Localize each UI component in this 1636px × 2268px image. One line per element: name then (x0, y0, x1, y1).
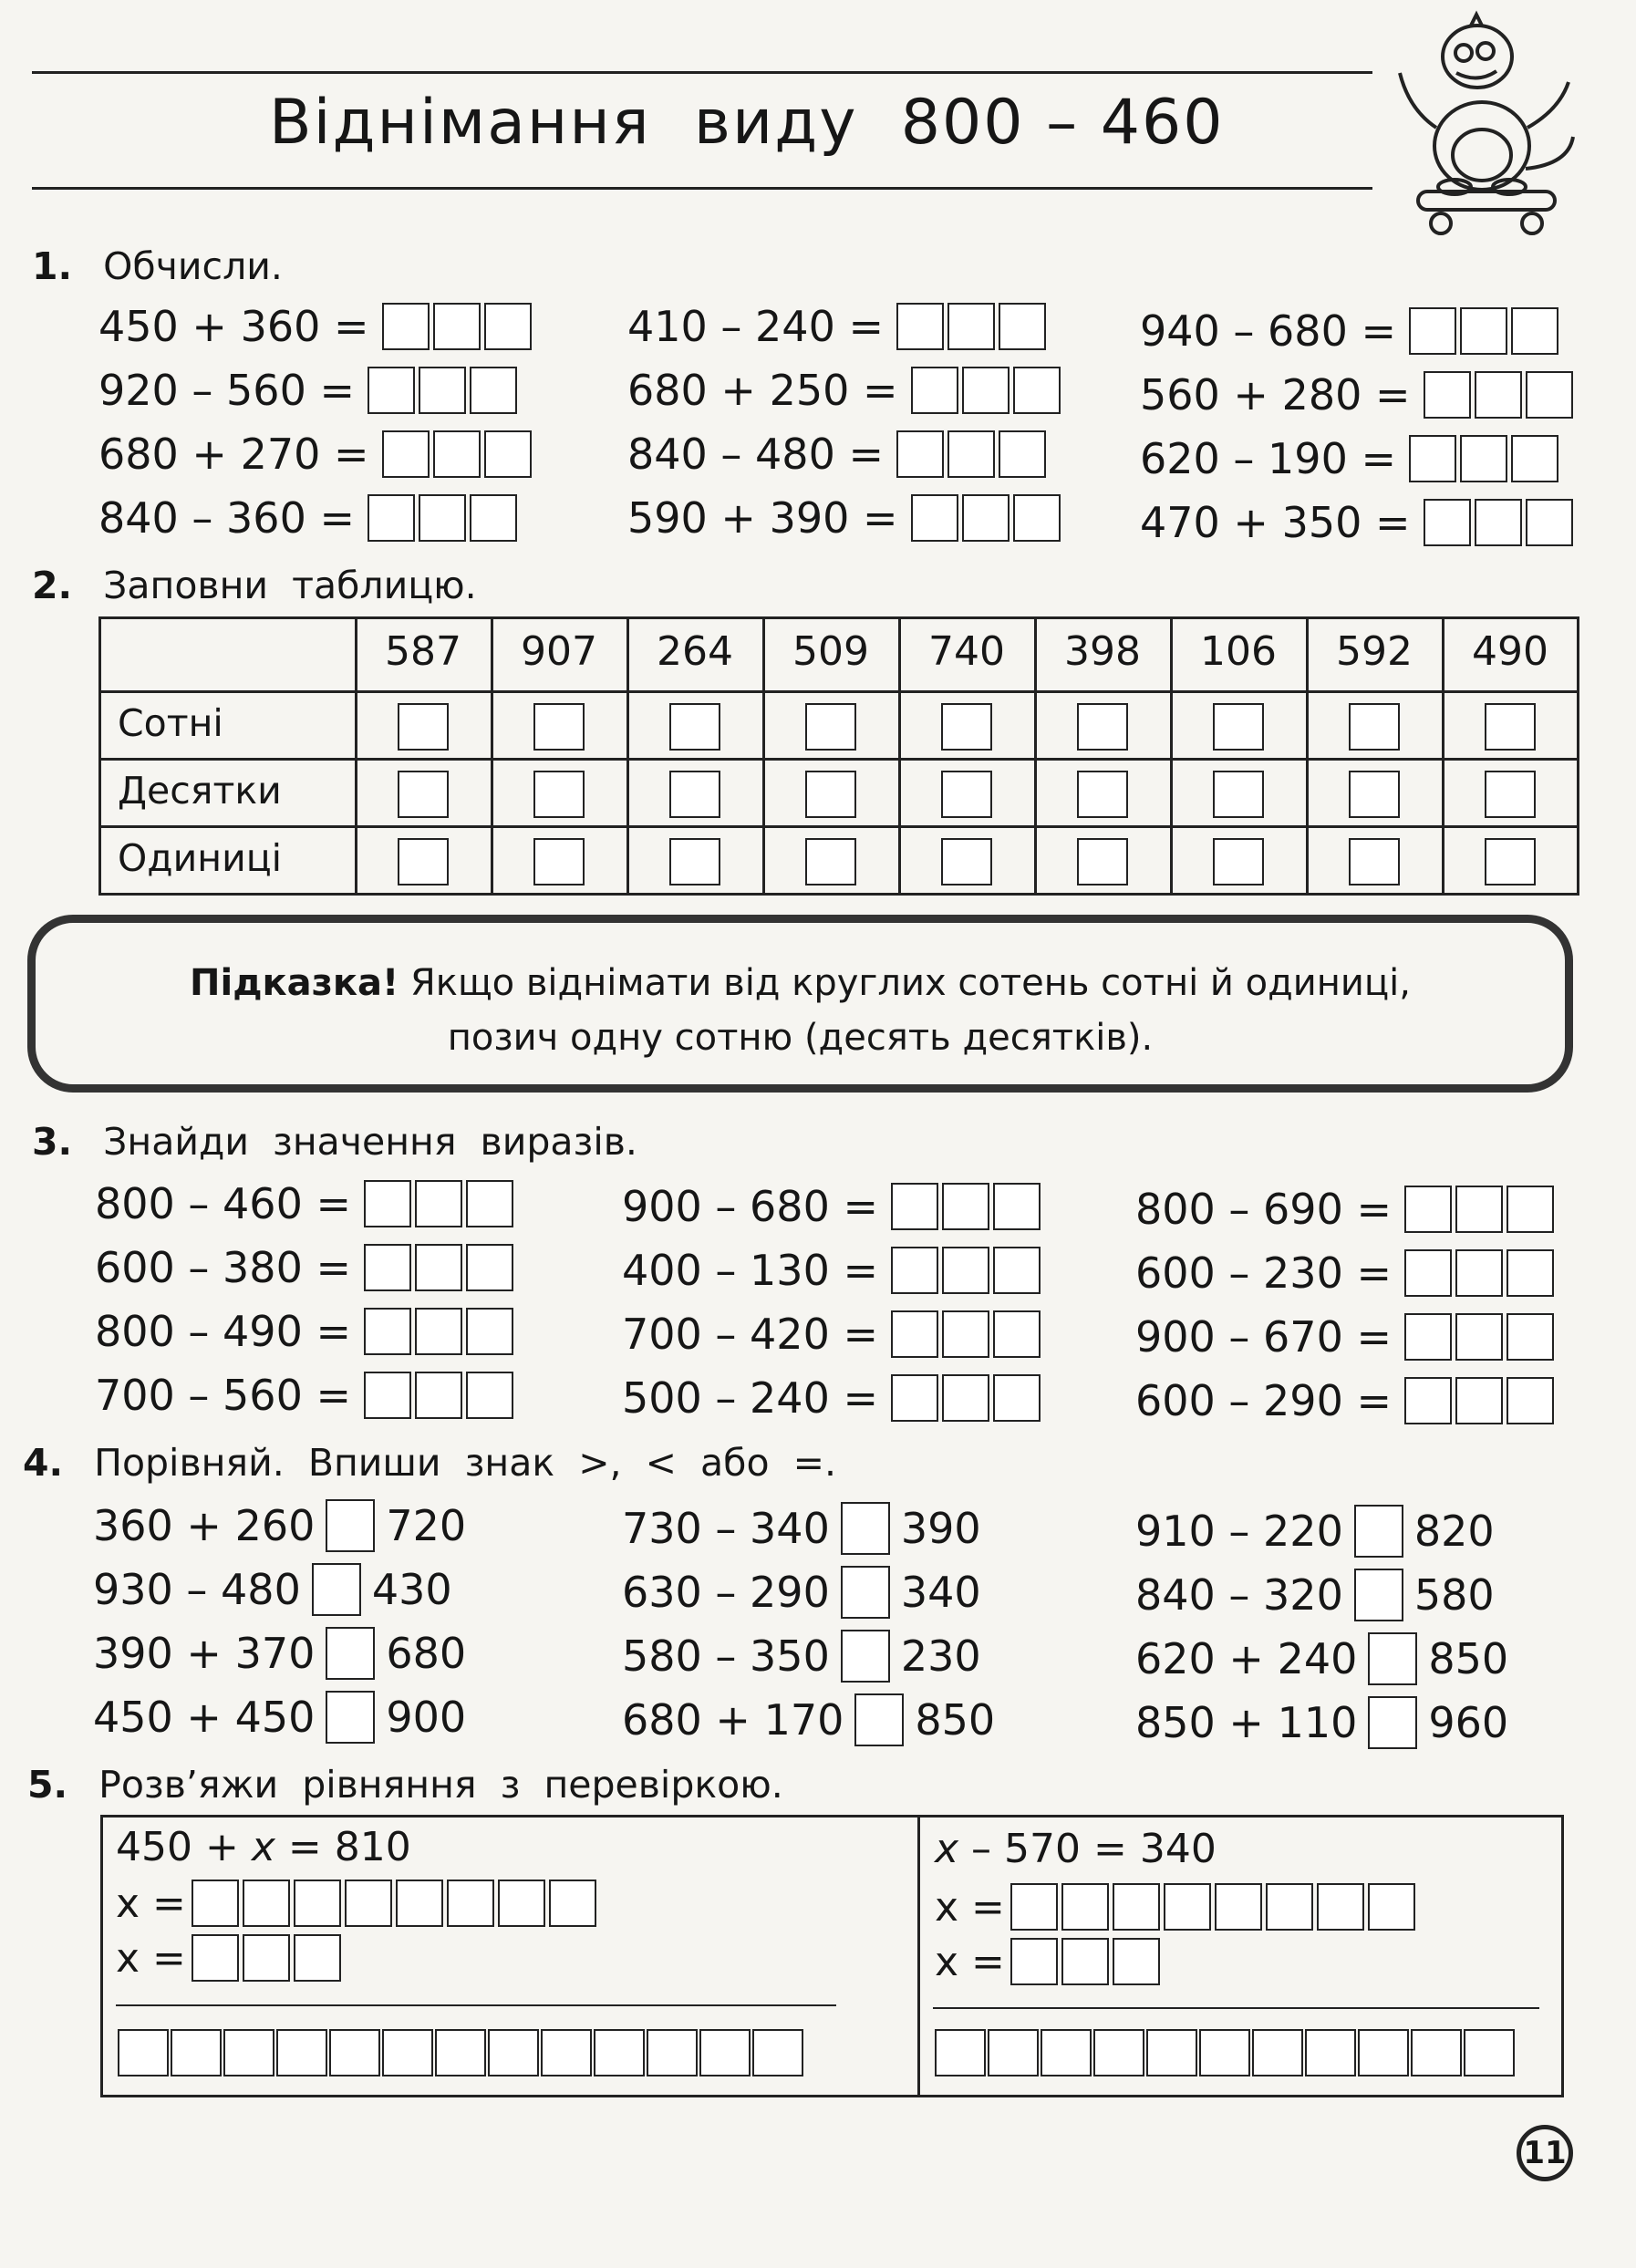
table-answer-cell[interactable] (1077, 771, 1128, 818)
answer-cell[interactable] (470, 367, 517, 414)
compare-item: 390 + 370 680 (93, 1629, 467, 1678)
answer-cell[interactable] (1507, 1313, 1554, 1361)
table-answer-cell[interactable] (669, 703, 720, 751)
answer-cell[interactable] (947, 303, 995, 350)
answer-cell[interactable] (1507, 1249, 1554, 1297)
task3-heading: 3. Знайди значення виразів. (32, 1120, 637, 1164)
answer-cell[interactable] (1424, 371, 1471, 419)
compare-item: 620 + 240 850 (1135, 1634, 1509, 1683)
table-answer-cell[interactable] (941, 838, 992, 885)
header-rule-top (32, 71, 1372, 74)
check-cell[interactable] (752, 2029, 803, 2076)
answer-cell[interactable] (192, 1880, 239, 1927)
table-answer-cell[interactable] (1213, 838, 1264, 885)
answer-cell[interactable] (382, 430, 430, 478)
table-answer-cell[interactable] (1485, 703, 1536, 751)
table-row-label-units: Одиниці (118, 836, 283, 880)
hint-line-2: позич одну сотню (десять десятків). (447, 1017, 1154, 1059)
task1-expr: 450 + 360 = (98, 301, 532, 352)
sign-box[interactable] (1368, 1632, 1417, 1685)
table-header-number: 740 (928, 628, 1005, 675)
task1-expr: 680 + 250 = (627, 365, 1061, 416)
task3-expr: 900 – 670 = (1135, 1311, 1554, 1362)
table-answer-cell[interactable] (1349, 771, 1400, 818)
answer-cell[interactable] (415, 1308, 462, 1355)
table-answer-cell[interactable] (805, 703, 856, 751)
table-answer-cell[interactable] (398, 703, 449, 751)
table-answer-cell[interactable] (533, 771, 585, 818)
task1-expr: 840 – 360 = (98, 492, 517, 544)
table-header-number: 106 (1200, 628, 1277, 675)
task1-expr: 920 – 560 = (98, 365, 517, 416)
table-answer-cell[interactable] (398, 838, 449, 885)
answer-cell[interactable] (962, 367, 1010, 414)
answer-cell[interactable] (484, 430, 532, 478)
table-answer-cell[interactable] (1213, 771, 1264, 818)
task1-expr: 840 – 480 = (627, 429, 1046, 480)
answer-cell[interactable] (415, 1244, 462, 1291)
task2-heading: 2. Заповни таблицю. (32, 564, 477, 607)
answer-cell[interactable] (1511, 307, 1558, 355)
answer-cell[interactable] (993, 1374, 1041, 1422)
answer-cell[interactable] (1409, 435, 1456, 482)
eq2-step-2: x = (935, 1936, 1160, 1987)
compare-item: 850 + 110 960 (1135, 1698, 1509, 1747)
task1-expr: 470 + 350 = (1140, 497, 1573, 548)
task1-expr: 680 + 270 = (98, 429, 532, 480)
answer-cell[interactable] (1475, 499, 1522, 546)
page-title: Віднімання виду 800 – 460 (269, 87, 1225, 159)
answer-cell[interactable] (1113, 1883, 1160, 1931)
task1-expr: 940 – 680 = (1140, 306, 1558, 357)
table-answer-cell[interactable] (669, 838, 720, 885)
check-cell[interactable] (1146, 2029, 1197, 2076)
answer-cell[interactable] (896, 303, 944, 350)
check-cell[interactable] (541, 2029, 592, 2076)
task3-expr: 400 – 130 = (622, 1245, 1041, 1296)
table-rule (101, 825, 1577, 828)
compare-item: 630 – 290 340 (622, 1568, 981, 1617)
answer-cell[interactable] (415, 1180, 462, 1227)
sign-box[interactable] (1354, 1505, 1403, 1558)
task3-expr: 600 – 290 = (1135, 1375, 1554, 1426)
answer-cell[interactable] (243, 1880, 290, 1927)
compare-item: 580 – 350 230 (622, 1631, 981, 1681)
answer-cell[interactable] (1404, 1377, 1452, 1424)
answer-cell[interactable] (1404, 1249, 1452, 1297)
hint-box (27, 915, 1573, 1093)
answer-cell[interactable] (962, 494, 1010, 542)
check-cell[interactable] (935, 2029, 986, 2076)
table-header-number: 398 (1064, 628, 1141, 675)
sign-box[interactable] (1354, 1569, 1403, 1621)
answer-cell[interactable] (999, 430, 1046, 478)
compare-item: 930 – 480 430 (93, 1565, 452, 1614)
table-answer-cell[interactable] (669, 771, 720, 818)
table-rule (101, 690, 1577, 693)
answer-cell[interactable] (419, 367, 466, 414)
compare-item: 730 – 340 390 (622, 1504, 981, 1553)
answer-cell[interactable] (1507, 1186, 1554, 1233)
compare-item: 840 – 320 580 (1135, 1570, 1495, 1620)
answer-cell[interactable] (364, 1244, 411, 1291)
table-answer-cell[interactable] (533, 703, 585, 751)
answer-cell[interactable] (1460, 435, 1507, 482)
answer-cell[interactable] (466, 1372, 513, 1419)
answer-cell[interactable] (891, 1374, 938, 1422)
equation-1: 450 + x = 810 (116, 1823, 411, 1870)
task3-expr: 700 – 420 = (622, 1309, 1041, 1360)
table-answer-cell[interactable] (1213, 703, 1264, 751)
check-cell[interactable] (1093, 2029, 1144, 2076)
answer-cell[interactable] (1475, 371, 1522, 419)
answer-cell[interactable] (470, 494, 517, 542)
task3-expr: 700 – 560 = (95, 1370, 513, 1421)
eq2-check-row (933, 2029, 1515, 2076)
equation-2: x – 570 = 340 (935, 1825, 1217, 1872)
task1-expr: 410 – 240 = (627, 301, 1046, 352)
sign-box[interactable] (841, 1502, 890, 1555)
answer-cell[interactable] (1424, 499, 1471, 546)
answer-cell[interactable] (243, 1934, 290, 1982)
dinosaur-mascot-icon (1391, 9, 1582, 246)
sign-box[interactable] (326, 1691, 375, 1744)
answer-cell[interactable] (942, 1374, 989, 1422)
check-cell[interactable] (1358, 2029, 1409, 2076)
answer-cell[interactable] (364, 1180, 411, 1227)
check-cell[interactable] (118, 2029, 169, 2076)
check-cell[interactable] (594, 2029, 645, 2076)
answer-cell[interactable] (447, 1880, 494, 1927)
task3-expr: 900 – 680 = (622, 1181, 1041, 1232)
answer-cell[interactable] (368, 367, 415, 414)
answer-cell[interactable] (1455, 1249, 1503, 1297)
answer-cell[interactable] (1511, 435, 1558, 482)
compare-item: 360 + 260 720 (93, 1501, 467, 1550)
check-cell[interactable] (329, 2029, 380, 2076)
answer-cell[interactable] (1266, 1883, 1313, 1931)
answer-cell[interactable] (382, 303, 430, 350)
answer-cell[interactable] (1455, 1186, 1503, 1233)
table-header-number: 592 (1336, 628, 1413, 675)
task4-heading: 4. Порівняй. Впиши знак >, < або =. (23, 1441, 837, 1485)
answer-cell[interactable] (1455, 1377, 1503, 1424)
table-header-number: 490 (1472, 628, 1548, 675)
equations-divider (917, 1818, 920, 2095)
answer-cell[interactable] (364, 1308, 411, 1355)
task3-expr: 500 – 240 = (622, 1372, 1041, 1424)
table-answer-cell[interactable] (1485, 838, 1536, 885)
page-number: 11 (1517, 2125, 1573, 2181)
answer-cell[interactable] (294, 1880, 341, 1927)
answer-cell[interactable] (891, 1247, 938, 1294)
answer-cell[interactable] (911, 494, 958, 542)
compare-item: 450 + 450 900 (93, 1693, 467, 1742)
check-cell[interactable] (647, 2029, 698, 2076)
answer-cell[interactable] (1526, 499, 1573, 546)
sign-box[interactable] (312, 1563, 361, 1616)
table-answer-cell[interactable] (1349, 838, 1400, 885)
answer-cell[interactable] (498, 1880, 545, 1927)
answer-cell[interactable] (947, 430, 995, 478)
answer-cell[interactable] (1215, 1883, 1262, 1931)
answer-cell[interactable] (993, 1310, 1041, 1358)
check-cell[interactable] (1252, 2029, 1303, 2076)
answer-cell[interactable] (993, 1183, 1041, 1230)
task3-expr: 600 – 230 = (1135, 1248, 1554, 1299)
sign-box[interactable] (326, 1627, 375, 1680)
eq1-step-1: x = (116, 1878, 596, 1929)
table-row-label-hundreds: Сотні (118, 701, 223, 745)
check-cell[interactable] (223, 2029, 274, 2076)
task3-expr: 600 – 380 = (95, 1242, 513, 1293)
table-answer-cell[interactable] (1349, 703, 1400, 751)
table-answer-cell[interactable] (805, 771, 856, 818)
place-value-table (98, 616, 1579, 896)
answer-cell[interactable] (466, 1180, 513, 1227)
answer-cell[interactable] (294, 1934, 341, 1982)
answer-cell[interactable] (368, 494, 415, 542)
answer-cell[interactable] (549, 1880, 596, 1927)
check-cell[interactable] (1305, 2029, 1356, 2076)
answer-cell[interactable] (891, 1183, 938, 1230)
answer-cell[interactable] (911, 367, 958, 414)
check-cell[interactable] (988, 2029, 1039, 2076)
answer-cell[interactable] (192, 1934, 239, 1982)
answer-cell[interactable] (466, 1244, 513, 1291)
check-separator (933, 2007, 1539, 2009)
check-cell[interactable] (171, 2029, 222, 2076)
table-answer-cell[interactable] (941, 703, 992, 751)
table-header-number: 587 (385, 628, 461, 675)
check-cell[interactable] (435, 2029, 486, 2076)
answer-cell[interactable] (942, 1183, 989, 1230)
answer-cell[interactable] (1061, 1938, 1109, 1985)
table-answer-cell[interactable] (1077, 838, 1128, 885)
answer-cell[interactable] (1113, 1938, 1160, 1985)
sign-box[interactable] (854, 1693, 904, 1746)
answer-cell[interactable] (1061, 1883, 1109, 1931)
task1-expr: 590 + 390 = (627, 492, 1061, 544)
compare-item: 680 + 170 850 (622, 1695, 996, 1745)
answer-cell[interactable] (1013, 367, 1061, 414)
eq2-step-1: x = (935, 1881, 1415, 1932)
answer-cell[interactable] (1317, 1883, 1364, 1931)
answer-cell[interactable] (1507, 1377, 1554, 1424)
answer-cell[interactable] (484, 303, 532, 350)
table-answer-cell[interactable] (941, 771, 992, 818)
answer-cell[interactable] (345, 1880, 392, 1927)
answer-cell[interactable] (1010, 1883, 1058, 1931)
sign-box[interactable] (1368, 1696, 1417, 1749)
task1-expr: 560 + 280 = (1140, 369, 1573, 420)
task3-expr: 800 – 690 = (1135, 1184, 1554, 1235)
task5-heading: 5. Розв’яжи рівняння з перевіркою. (27, 1763, 783, 1807)
answer-cell[interactable] (433, 430, 481, 478)
check-cell[interactable] (276, 2029, 327, 2076)
answer-cell[interactable] (1526, 371, 1573, 419)
table-rule (101, 758, 1577, 761)
answer-cell[interactable] (942, 1247, 989, 1294)
task1-expr: 620 – 190 = (1140, 433, 1558, 484)
eq1-check-row (116, 2029, 803, 2076)
answer-cell[interactable] (1460, 307, 1507, 355)
check-cell[interactable] (1041, 2029, 1092, 2076)
hint-line-1: Підказка! Якщо віднімати від круглих сотень сотні й одиниці, (190, 962, 1411, 1004)
answer-cell[interactable] (396, 1880, 443, 1927)
answer-cell[interactable] (1010, 1938, 1058, 1985)
check-cell[interactable] (1199, 2029, 1250, 2076)
check-cell[interactable] (1411, 2029, 1462, 2076)
header-rule-bottom (32, 187, 1372, 190)
answer-cell[interactable] (1013, 494, 1061, 542)
check-cell[interactable] (699, 2029, 751, 2076)
sign-box[interactable] (326, 1499, 375, 1552)
task3-expr: 800 – 490 = (95, 1306, 513, 1357)
compare-item: 910 – 220 820 (1135, 1507, 1495, 1556)
table-answer-cell[interactable] (1485, 771, 1536, 818)
answer-cell[interactable] (466, 1308, 513, 1355)
answer-cell[interactable] (364, 1372, 411, 1419)
answer-cell[interactable] (415, 1372, 462, 1419)
answer-cell[interactable] (1368, 1883, 1415, 1931)
task3-expr: 800 – 460 = (95, 1178, 513, 1229)
answer-cell[interactable] (1164, 1883, 1211, 1931)
answer-cell[interactable] (993, 1247, 1041, 1294)
table-answer-cell[interactable] (533, 838, 585, 885)
table-answer-cell[interactable] (1077, 703, 1128, 751)
answer-cell[interactable] (433, 303, 481, 350)
answer-cell[interactable] (891, 1310, 938, 1358)
equations-frame (100, 1815, 1564, 2097)
answer-cell[interactable] (1404, 1186, 1452, 1233)
check-cell[interactable] (1464, 2029, 1515, 2076)
table-header-number: 907 (521, 628, 597, 675)
hint-label: Підказка! (190, 962, 399, 1004)
answer-cell[interactable] (1404, 1313, 1452, 1361)
answer-cell[interactable] (419, 494, 466, 542)
task1-heading: 1. Обчисли. (32, 244, 283, 288)
check-cell[interactable] (382, 2029, 433, 2076)
sign-box[interactable] (841, 1630, 890, 1683)
table-header-number: 264 (657, 628, 733, 675)
eq1-step-2: x = (116, 1932, 341, 1983)
answer-cell[interactable] (999, 303, 1046, 350)
answer-cell[interactable] (896, 430, 944, 478)
answer-cell[interactable] (1455, 1313, 1503, 1361)
table-answer-cell[interactable] (398, 771, 449, 818)
table-row-label-tens: Десятки (118, 769, 282, 813)
check-cell[interactable] (488, 2029, 539, 2076)
answer-cell[interactable] (942, 1310, 989, 1358)
table-header-number: 509 (792, 628, 869, 675)
answer-cell[interactable] (1409, 307, 1456, 355)
check-separator (116, 2004, 836, 2006)
table-answer-cell[interactable] (805, 838, 856, 885)
sign-box[interactable] (841, 1566, 890, 1619)
